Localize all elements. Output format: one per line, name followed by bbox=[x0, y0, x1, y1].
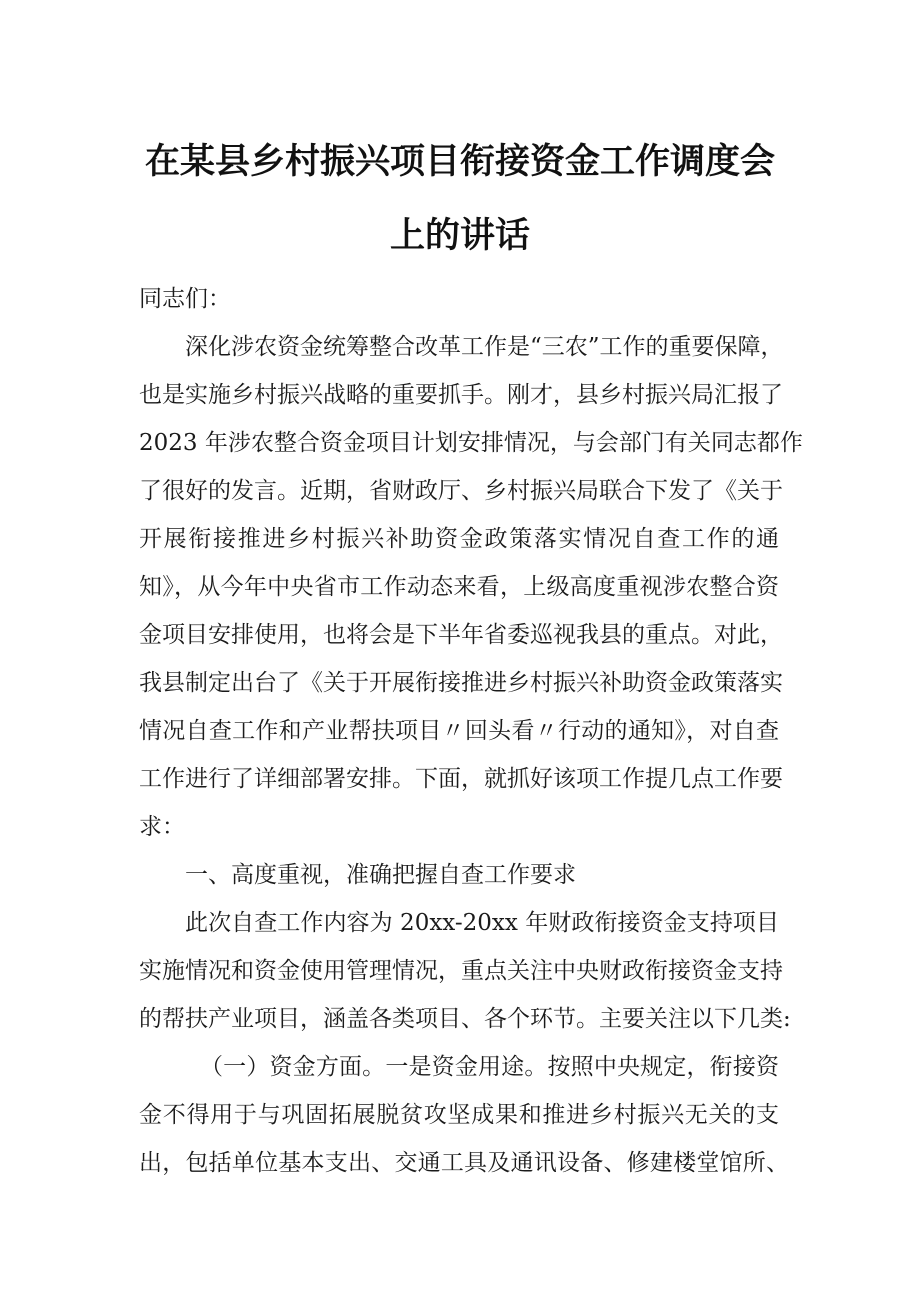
paragraph-3-line: 金不得用于与巩固拓展脱贫攻坚成果和推进乡村振兴无关的支 bbox=[139, 1102, 779, 1128]
document-title-line-1: 在某县乡村振兴项目衔接资金工作调度会 bbox=[144, 142, 775, 182]
paragraph-1-line: 也是实施乡村振兴战略的重要抓手。刚才，县乡村振兴局汇报了 bbox=[139, 382, 783, 408]
paragraph-2-line: 此次自查工作内容为 20xx-20xx 年财政衔接资金支持项目 bbox=[185, 910, 779, 936]
paragraph-2-line: 实施情况和资金使用管理情况，重点关注中央财政衔接资金支持 bbox=[139, 958, 783, 984]
paragraph-1-line: 2023 年涉农整合资金项目计划安排情况，与会部门有关同志都作 bbox=[139, 430, 803, 456]
paragraph-3-line: 出，包括单位基本支出、交通工具及通讯设备、修建楼堂馆所、 bbox=[139, 1150, 789, 1176]
paragraph-1-line: 我县制定出台了《关于开展衔接推进乡村振兴补助资金政策落实 bbox=[139, 670, 783, 696]
paragraph-1-line: 情况自查工作和产业帮扶项目〃回头看〃行动的通知》，对自查 bbox=[139, 718, 779, 744]
paragraph-1-line: 金项目安排使用，也将会是下半年省委巡视我县的重点。对此， bbox=[139, 622, 783, 648]
paragraph-3-line: （一）资金方面。一是资金用途。按照中央规定，衔接资 bbox=[200, 1054, 779, 1080]
paragraph-1-line: 深化涉农资金统筹整合改革工作是“三农”工作的重要保障， bbox=[185, 334, 784, 360]
section-heading-1: 一、高度重视，准确把握自查工作要求 bbox=[185, 862, 576, 888]
document-title-line-2: 上的讲话 bbox=[389, 216, 530, 256]
paragraph-1-line: 知》，从今年中央省市工作动态来看，上级高度重视涉农整合资 bbox=[139, 574, 779, 600]
paragraph-2-line: 的帮扶产业项目，涵盖各类项目、各个环节。主要关注以下几类: bbox=[139, 1006, 791, 1032]
paragraph-1-line: 求： bbox=[139, 814, 185, 840]
paragraph-1-line: 开展衔接推进乡村振兴补助资金政策落实情况自查工作的通 bbox=[139, 526, 779, 552]
salutation: 同志们： bbox=[139, 286, 231, 312]
paragraph-1-line: 了很好的发言。近期，省财政厅、乡村振兴局联合下发了《关于 bbox=[139, 478, 783, 504]
paragraph-1-line: 工作进行了详细部署安排。下面，就抓好该项工作提几点工作要 bbox=[139, 766, 783, 792]
